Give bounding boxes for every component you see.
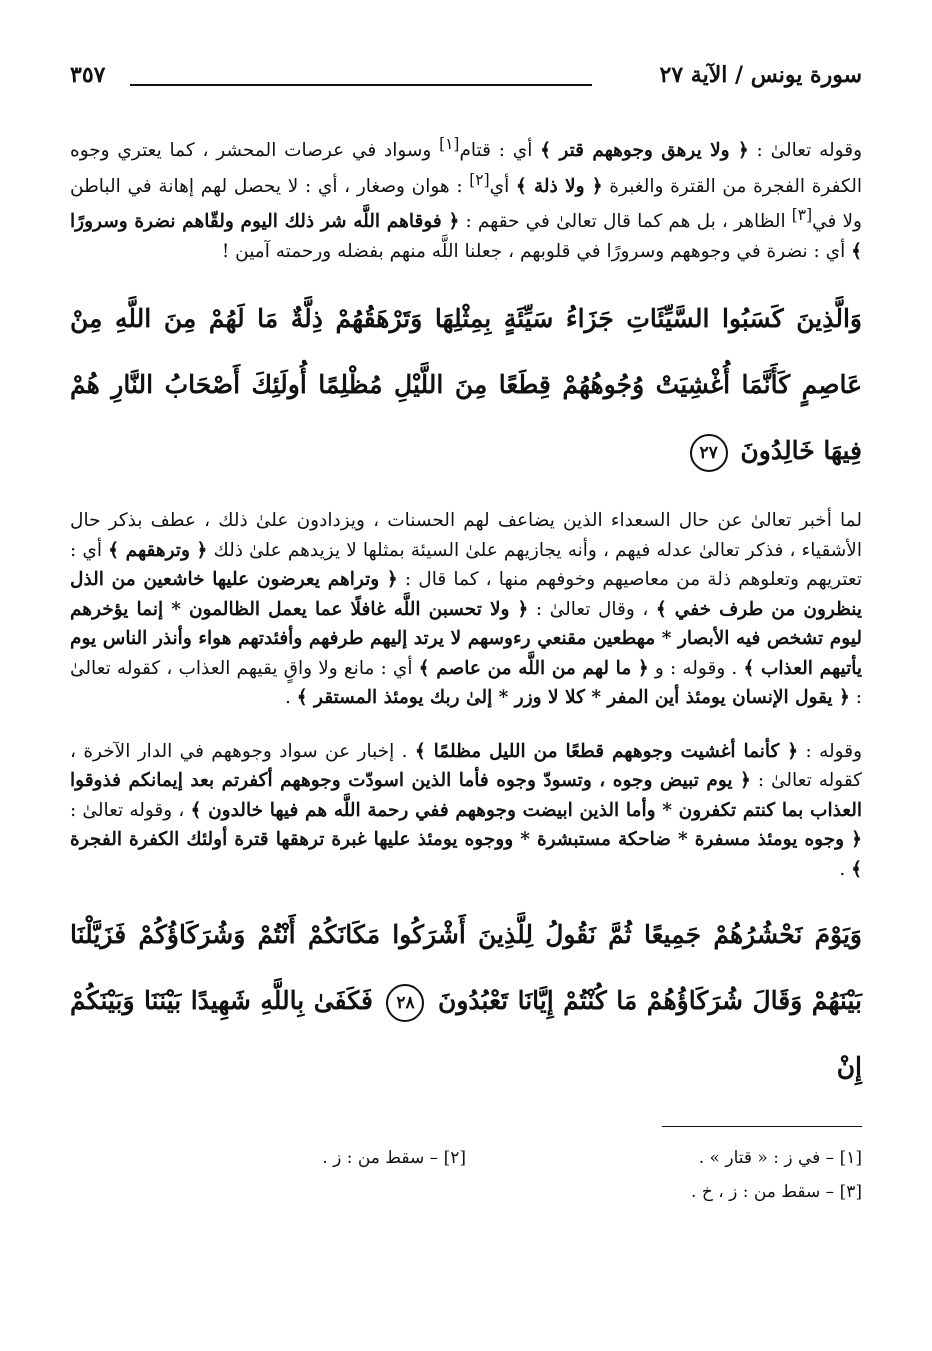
footnote-ref[interactable]: [١] (439, 135, 460, 153)
verse-text: فَكَفَىٰ بِاللَّهِ شَهِيدًا بَيْنَنَا وَبَيْنَكُمْ إِنْ (70, 986, 862, 1082)
footnotes (70, 1141, 862, 1209)
footnote-1 (466, 1141, 862, 1175)
ayah-number-marker: ٢٧ (690, 434, 728, 472)
text-span: أي (489, 175, 516, 197)
text-span: أي : نضرة في وجوههم وسرورًا في قلوبهم ، جعلنا اللَّه منهم بفضله ورحمته آمين ! (221, 240, 852, 262)
quran-verse-27 (70, 286, 862, 484)
footnote-marker: [٢] (443, 1148, 466, 1169)
text-span: أي : مانع ولا واقٍ يقيهم العذاب ، كقوله تعالىٰ : (70, 657, 862, 709)
text-span: . إخبار عن سواد وجوههم في الدار الآخرة ، كقوله تعالىٰ : (70, 740, 862, 792)
footnote-text: – سقط من : ز . (322, 1148, 439, 1169)
quran-quote: ﴿ يوم تبيض وجوه ، وتسودّ وجوه فأما الذين اسودّت وجوههم أكفرتم بعد إيمانكم فذوقوا العذاب بما كنتم تكفرون * وأما الذين ابيضت وجوههم ففي رحمة اللَّه هم فيها خالدون ﴾ (70, 770, 862, 821)
quran-quote: ﴿ كأنما أغشيت وجوههم قطعًا من الليل مظلمًا ﴾ (414, 740, 799, 762)
text-span: . وقوله : و (648, 657, 744, 679)
quran-verse-28 (70, 902, 862, 1100)
verse-text: وَيَوْمَ نَحْشُرُهُمْ جَمِيعًا ثُمَّ نَقُولُ لِلَّذِينَ أَشْرَكُوا مَكَانَكُمْ أَنْتُمْ وَشُرَكَاؤُكُمْ فَزَيَّلْنَا بَيْنَهُمْ وَقَالَ شُرَكَاؤُهُمْ مَا كُنْتُمْ إِيَّانَا تَعْبُدُونَ (70, 920, 862, 1016)
footnote-2 (70, 1141, 466, 1175)
text-span: أي : تعتريهم وتعلوهم ذلة من معاصيهم وخوفهم منها ، كما قال : (70, 539, 862, 591)
page-number: ٣٥٧ (70, 62, 106, 88)
quran-quote: ﴿ وترهقهم ﴾ (108, 539, 208, 561)
footnote-marker: [١] (839, 1148, 862, 1169)
footnote-ref[interactable]: [٢] (469, 170, 490, 189)
surah-title: سورة يونس / الآية ٢٧ (659, 62, 862, 88)
text-span: وقوله تعالىٰ : (748, 140, 863, 162)
footnote-separator (662, 1126, 862, 1127)
footnote-row (70, 1141, 862, 1175)
text-span: . (839, 858, 852, 880)
footnote-ref[interactable]: [٣] (791, 206, 813, 225)
footnote-3 (462, 1175, 862, 1209)
text-span: : هوان وصغار ، أي : لا يحصل لهم إهانة في الباطن ولا في (70, 175, 862, 233)
footnote-marker: [٣] (839, 1182, 862, 1203)
text-span: الظاهر ، بل هم كما قال تعالىٰ في حقهم : (459, 211, 792, 233)
text-span: . (284, 687, 297, 709)
text-span: وسواد في عرصات المحشر ، كما يعتري وجوه الكفرة الفجرة من القترة والغبرة (70, 140, 862, 197)
footnote-text: – في ز : « قتار » . (698, 1148, 835, 1169)
quran-quote: ﴿ يقول الإنسان يومئذ أين المفر * كلا لا وزر * إلىٰ ربك يومئذ المستقر ﴾ (296, 687, 850, 709)
quran-quote: ﴿ فوقاهم اللَّه شر ذلك اليوم ولقّاهم نضرة وسرورًا ﴾ (70, 211, 862, 262)
text-span: لما أخبر تعالىٰ عن حال السعداء الذين يضاعف لهم الحسنات ، ويزدادون علىٰ ذلك ، عطف بذكر حال الأشقياء ، فذكر تعالىٰ عدله فيهم ، وأنه يجازيهم علىٰ السيئة بمثلها لا يزيدهم علىٰ ذلك (70, 510, 862, 561)
quran-quote: ﴿ وجوه يومئذ مسفرة * ضاحكة مستبشرة * ووجوه يومئذ عليها غبرة ترهقها قترة أولئك الكفرة الفجرة ﴾ (70, 829, 862, 880)
text-span: ، وقوله تعالىٰ : (70, 799, 191, 821)
footnote-row (70, 1175, 862, 1209)
quran-quote: ﴿ ما لهم من اللَّه من عاصم ﴾ (418, 657, 649, 679)
ayah-number-marker: ٢٨ (386, 984, 424, 1022)
commentary-paragraph-1 (70, 130, 862, 266)
verse-text: وَالَّذِينَ كَسَبُوا السَّيِّئَاتِ جَزَاءُ سَيِّئَةٍ بِمِثْلِهَا وَتَرْهَقُهُمْ ذِلَّةٌ مَا لَهُمْ مِنَ اللَّهِ مِنْ عَاصِمٍ كَأَنَّمَا أُغْشِيَتْ وُجُوهُهُمْ قِطَعًا مِنَ اللَّيْلِ مُظْلِمًا أُولَئِكَ أَصْحَابُ النَّارِ هُمْ فِيهَا خَالِدُونَ (70, 304, 862, 466)
text-span: أي : قتام (459, 140, 541, 162)
header-rule (130, 84, 592, 86)
text-span: ، وقال تعالىٰ : (528, 598, 656, 620)
footnote-text: – سقط من : ز ، خ . (691, 1182, 835, 1203)
book-page (70, 50, 862, 1310)
quran-quote: ﴿ وتراهم يعرضون عليها خاشعين من الذل ينظرون من طرف خفي ﴾ (70, 569, 862, 620)
quran-quote: ﴿ ولا ذلة ﴾ (515, 175, 603, 197)
commentary-paragraph-2 (70, 506, 862, 713)
page-header (70, 50, 862, 102)
quran-quote: ﴿ ولا تحسبن اللَّه غافلًا عما يعمل الظالمون * إنما يؤخرهم ليوم تشخص فيه الأبصار * مهطعين مقنعي رءوسهم لا يرتد إليهم طرفهم وأفئدتهم هواء وأنذر الناس يوم يأتيهم العذاب ﴾ (70, 598, 863, 679)
text-span: وقوله : (798, 740, 863, 762)
quran-quote: ﴿ ولا يرهق وجوههم قتر ﴾ (540, 140, 749, 162)
commentary-paragraph-3 (70, 737, 862, 885)
